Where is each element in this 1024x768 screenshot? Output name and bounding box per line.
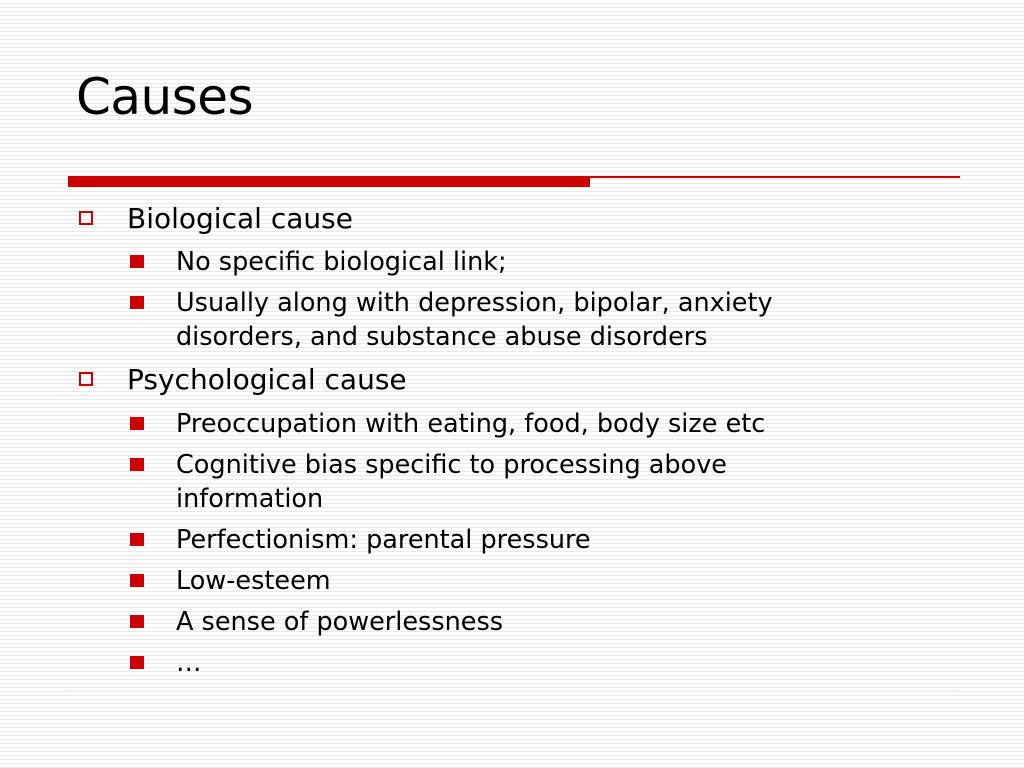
list-item-text: Preoccupation with eating, food, body size etc (176, 409, 766, 439)
list-item-text: Perfectionism: parental pressure (176, 525, 591, 555)
filled-square-bullet-icon (130, 656, 144, 669)
slide-title: Causes (76, 68, 254, 126)
filled-square-bullet-icon (130, 296, 144, 309)
list-item-text-continued: information (176, 484, 324, 514)
list-item (176, 245, 936, 279)
list-item-text: Usually along with depression, bipolar, anxiety (176, 288, 773, 318)
filled-square-bullet-icon (130, 458, 144, 471)
list-item-text: … (176, 648, 202, 678)
hollow-square-bullet-icon (79, 372, 93, 386)
list-item-text: Low-esteem (176, 566, 331, 596)
list-item (176, 286, 936, 354)
list-item-text: No specific biological link; (176, 247, 507, 277)
list-item (176, 646, 936, 680)
footer-divider (68, 690, 956, 692)
list-item-text: A sense of powerlessness (176, 607, 504, 637)
filled-square-bullet-icon (130, 255, 144, 268)
list-item (176, 605, 936, 639)
section-heading-psychological: Psychological cause (127, 363, 407, 396)
filled-square-bullet-icon (130, 574, 144, 587)
list-item (176, 407, 936, 441)
list-item-text: Cognitive bias specific to processing above (176, 450, 727, 480)
filled-square-bullet-icon (130, 615, 144, 628)
filled-square-bullet-icon (130, 417, 144, 430)
section-heading-biological: Biological cause (127, 202, 353, 235)
list-item (176, 448, 936, 516)
filled-square-bullet-icon (130, 533, 144, 546)
list-item-text-continued: disorders, and substance abuse disorders (176, 322, 708, 352)
list-item (176, 523, 936, 557)
list-item (176, 564, 936, 598)
hollow-square-bullet-icon (79, 211, 93, 225)
